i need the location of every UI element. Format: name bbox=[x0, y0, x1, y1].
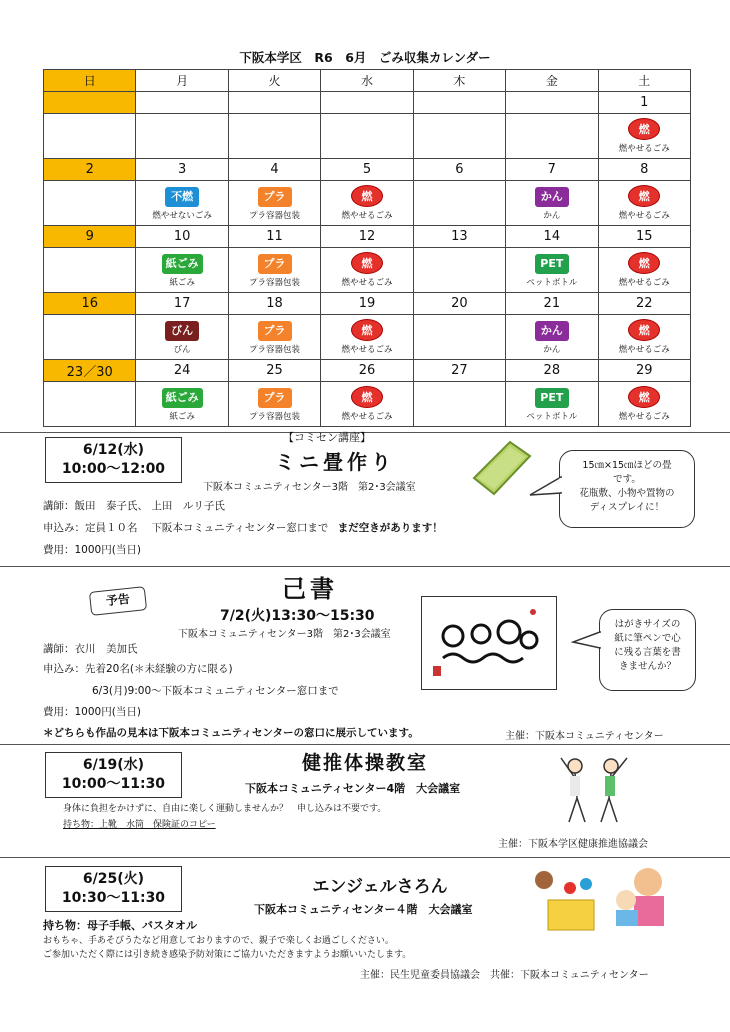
garbage-type-icon: 燃 bbox=[351, 252, 383, 274]
event4-desc1: おもちゃ、手あそびうたなど用意しておりますので、親子で楽しくお過ごしください。 bbox=[43, 936, 394, 946]
event3-date: 6/19(水) bbox=[82, 757, 145, 773]
event1-venue: 下阪本コミュニティセンター3階 第2･3会議室 bbox=[203, 482, 416, 493]
day-number: 9 bbox=[44, 226, 136, 248]
day-cell bbox=[506, 315, 598, 360]
day-cell bbox=[44, 248, 136, 293]
day-number: 5 bbox=[321, 159, 413, 181]
day-cell bbox=[413, 315, 505, 360]
garbage-type-label: 燃やせるごみ bbox=[341, 211, 393, 221]
garbage-type-icon: 不燃 bbox=[165, 187, 199, 207]
garbage-type-label: プラ容器包装 bbox=[249, 278, 301, 288]
garbage-type-icon: プラ bbox=[258, 254, 292, 274]
event3-desc: 身体に負担をかけずに、自由に楽しく運動しませんか？ 申し込みは不要です。 bbox=[63, 804, 387, 814]
day-number: 8 bbox=[598, 159, 690, 181]
day-cell bbox=[321, 181, 413, 226]
event1-apply-note: まだ空きがあります！ bbox=[337, 522, 443, 534]
bubble-line: です。 bbox=[613, 474, 641, 485]
day-number bbox=[136, 92, 228, 114]
bubble-line: はがきサイズの bbox=[614, 619, 681, 630]
garbage-type-label: 紙ごみ bbox=[169, 278, 195, 288]
tatami-illustration bbox=[468, 438, 534, 498]
event4-desc2: ご参加いただく際には引き続き感染予防対策にご協力いただきますようお願いいたします。 bbox=[43, 950, 412, 960]
garbage-type-icon: 燃 bbox=[351, 386, 383, 408]
day-number: 7 bbox=[506, 159, 598, 181]
week-date-row bbox=[44, 226, 691, 248]
week-date-row bbox=[44, 293, 691, 315]
day-cell bbox=[413, 248, 505, 293]
bubble-line: 15㎝×15㎝ほどの畳 bbox=[582, 460, 672, 471]
day-cell bbox=[136, 248, 228, 293]
event4-host: 主催：民生児童委員協議会 共催：下阪本コミュニティセンター bbox=[360, 970, 649, 981]
weekday-header: 月 bbox=[136, 70, 228, 92]
event2-apply2: 6/3(月)9:00～下阪本コミュニティセンター窓口まで bbox=[92, 685, 339, 697]
event2-note: ＊どちらも作品の見本は下阪本コミュニティセンターの窓口に展示しています。 bbox=[43, 727, 419, 739]
day-number: 28 bbox=[506, 360, 598, 382]
baby-toys-illustration bbox=[530, 858, 680, 936]
garbage-type-label: びん bbox=[173, 345, 191, 355]
garbage-type-icon: 燃 bbox=[628, 118, 660, 140]
day-number: 20 bbox=[413, 293, 505, 315]
event3-venue: 下阪本コミュニティセンター4階 大会議室 bbox=[245, 782, 461, 795]
event4-datebox bbox=[45, 866, 182, 912]
day-cell bbox=[44, 382, 136, 427]
garbage-type-label: 燃やせるごみ bbox=[618, 144, 670, 154]
day-cell bbox=[506, 382, 598, 427]
weekday-header: 水 bbox=[321, 70, 413, 92]
day-cell bbox=[44, 315, 136, 360]
day-cell bbox=[228, 248, 320, 293]
day-cell bbox=[413, 382, 505, 427]
garbage-type-icon: 紙ごみ bbox=[162, 254, 203, 274]
day-number: 3 bbox=[136, 159, 228, 181]
day-cell bbox=[321, 248, 413, 293]
garbage-type-label: 燃やせないごみ bbox=[152, 211, 212, 221]
event1-title: ミニ畳作り bbox=[275, 450, 395, 474]
garbage-type-icon: プラ bbox=[258, 388, 292, 408]
week-date-row bbox=[44, 92, 691, 114]
weekday-header: 金 bbox=[506, 70, 598, 92]
day-cell bbox=[136, 382, 228, 427]
event2-datetime: 7/2(火)13:30～15:30 bbox=[220, 608, 375, 624]
divider bbox=[0, 744, 730, 745]
week-items-row bbox=[44, 248, 691, 293]
event2-bubble bbox=[599, 609, 696, 691]
day-cell bbox=[321, 315, 413, 360]
event1-fee: 費用：1000円(当日) bbox=[43, 544, 141, 556]
day-number: 24 bbox=[136, 360, 228, 382]
day-number bbox=[506, 92, 598, 114]
garbage-type-label: プラ容器包装 bbox=[249, 345, 301, 355]
divider bbox=[0, 566, 730, 567]
day-cell bbox=[228, 114, 320, 159]
garbage-type-icon: プラ bbox=[258, 187, 292, 207]
event1-bubble bbox=[559, 450, 695, 528]
day-number: 2 bbox=[44, 159, 136, 181]
day-number: 14 bbox=[506, 226, 598, 248]
day-number bbox=[44, 92, 136, 114]
day-cell bbox=[321, 382, 413, 427]
day-cell bbox=[598, 315, 690, 360]
garbage-type-icon: 燃 bbox=[628, 185, 660, 207]
event1-time: 10:00～12:00 bbox=[61, 461, 166, 477]
day-number bbox=[413, 92, 505, 114]
garbage-type-label: かん bbox=[543, 211, 561, 221]
weekday-header: 土 bbox=[598, 70, 690, 92]
event3-host: 主催：下阪本学区健康推進協議会 bbox=[498, 839, 648, 850]
bubble-line: に残る言葉を書 bbox=[614, 647, 681, 658]
event3-bring: 持ち物：上靴 水筒 保険証のコピー bbox=[63, 820, 216, 830]
day-number: 1 bbox=[598, 92, 690, 114]
day-number bbox=[321, 92, 413, 114]
garbage-calendar bbox=[43, 69, 691, 427]
day-number: 19 bbox=[321, 293, 413, 315]
garbage-type-icon: びん bbox=[165, 321, 199, 341]
bubble-tail bbox=[571, 630, 601, 652]
day-number: 21 bbox=[506, 293, 598, 315]
garbage-type-label: 燃やせるごみ bbox=[618, 345, 670, 355]
garbage-type-label: プラ容器包装 bbox=[249, 211, 301, 221]
exercise-illustration bbox=[553, 752, 637, 826]
garbage-type-icon: プラ bbox=[258, 321, 292, 341]
event2-apply: 申込み：先着20名(＊未経験の方に限る) bbox=[43, 663, 233, 675]
day-number bbox=[228, 92, 320, 114]
kokorogaki-sample-image bbox=[421, 596, 557, 690]
day-number: 6 bbox=[413, 159, 505, 181]
garbage-type-icon: 燃 bbox=[628, 252, 660, 274]
bubble-line: 紙に筆ペンで心 bbox=[614, 633, 681, 644]
garbage-type-label: 燃やせるごみ bbox=[341, 278, 393, 288]
event4-time: 10:30～11:30 bbox=[61, 890, 166, 906]
week-items-row bbox=[44, 114, 691, 159]
day-cell bbox=[598, 382, 690, 427]
bubble-tail bbox=[528, 475, 562, 499]
day-number: 29 bbox=[598, 360, 690, 382]
garbage-type-icon: 紙ごみ bbox=[162, 388, 203, 408]
week-date-row bbox=[44, 159, 691, 181]
day-number: 27 bbox=[413, 360, 505, 382]
day-number: 11 bbox=[228, 226, 320, 248]
event1-date: 6/12(水) bbox=[82, 442, 145, 458]
garbage-type-label: 燃やせるごみ bbox=[618, 412, 670, 422]
day-number: 16 bbox=[44, 293, 136, 315]
day-cell bbox=[506, 181, 598, 226]
day-number: 12 bbox=[321, 226, 413, 248]
event2-host: 主催：下阪本コミュニティセンター bbox=[505, 731, 664, 742]
garbage-type-label: かん bbox=[543, 345, 561, 355]
week-items-row bbox=[44, 181, 691, 226]
day-number: 17 bbox=[136, 293, 228, 315]
event4-bring: 持ち物：母子手帳、バスタオル bbox=[43, 919, 197, 932]
garbage-type-label: 燃やせるごみ bbox=[618, 211, 670, 221]
day-number: 25 bbox=[228, 360, 320, 382]
event4-date: 6/25(火) bbox=[82, 871, 145, 887]
day-cell bbox=[44, 114, 136, 159]
weekday-header-row bbox=[44, 70, 691, 92]
event1-apply-text: 申込み：定員１０名 下阪本コミュニティセンター窓口まで bbox=[43, 522, 329, 534]
event2-lecturer: 講師：衣川 美加氏 bbox=[43, 643, 138, 655]
event1-apply bbox=[43, 520, 443, 535]
garbage-type-icon: かん bbox=[535, 321, 569, 341]
event3-datebox bbox=[45, 752, 182, 798]
day-cell bbox=[228, 315, 320, 360]
day-number: 22 bbox=[598, 293, 690, 315]
event1-datebox bbox=[45, 437, 182, 483]
garbage-type-icon: 燃 bbox=[351, 185, 383, 207]
garbage-type-icon: PET bbox=[535, 254, 569, 274]
page-title: 下阪本学区 R6 6月 ごみ収集カレンダー bbox=[239, 50, 491, 65]
week-items-row bbox=[44, 382, 691, 427]
bubble-line: 花瓶敷、小物や置物の bbox=[579, 488, 675, 499]
day-cell bbox=[321, 114, 413, 159]
day-cell bbox=[506, 248, 598, 293]
day-cell bbox=[44, 181, 136, 226]
garbage-type-label: 燃やせるごみ bbox=[341, 412, 393, 422]
day-number: 4 bbox=[228, 159, 320, 181]
day-cell bbox=[598, 181, 690, 226]
garbage-type-icon: 燃 bbox=[351, 319, 383, 341]
day-cell bbox=[136, 181, 228, 226]
event4-title: エンジェルさろん bbox=[312, 877, 448, 897]
garbage-type-label: 燃やせるごみ bbox=[341, 345, 393, 355]
day-cell bbox=[136, 315, 228, 360]
garbage-type-label: 燃やせるごみ bbox=[618, 278, 670, 288]
event1-lecturer: 講師：飯田 泰子氏、 上田 ルリ子氏 bbox=[43, 500, 225, 512]
day-cell bbox=[228, 181, 320, 226]
event3-title: 健推体操教室 bbox=[301, 752, 428, 774]
day-number: 10 bbox=[136, 226, 228, 248]
day-cell bbox=[506, 114, 598, 159]
day-cell bbox=[598, 114, 690, 159]
garbage-type-icon: 燃 bbox=[628, 319, 660, 341]
day-number: 15 bbox=[598, 226, 690, 248]
garbage-type-icon: かん bbox=[535, 187, 569, 207]
event2-title: 己書 bbox=[282, 575, 338, 603]
event3-time: 10:00～11:30 bbox=[61, 776, 166, 792]
week-items-row bbox=[44, 315, 691, 360]
weekday-header: 火 bbox=[228, 70, 320, 92]
garbage-type-icon: PET bbox=[535, 388, 569, 408]
day-cell bbox=[413, 114, 505, 159]
day-cell bbox=[413, 181, 505, 226]
garbage-type-label: プラ容器包装 bbox=[249, 412, 301, 422]
garbage-type-label: ペットボトル bbox=[526, 412, 578, 422]
event4-venue: 下阪本コミュニティセンター４階 大会議室 bbox=[254, 903, 473, 916]
event2-venue: 下阪本コミュニティセンター3階 第2･3会議室 bbox=[178, 629, 391, 640]
day-cell bbox=[598, 248, 690, 293]
garbage-type-icon: 燃 bbox=[628, 386, 660, 408]
day-number: 13 bbox=[413, 226, 505, 248]
bubble-line: ディスプレイに！ bbox=[589, 502, 665, 513]
garbage-type-label: 紙ごみ bbox=[169, 412, 195, 422]
event2-tag: 予告 bbox=[89, 586, 147, 616]
event1-category: 【コミセン講座】 bbox=[283, 431, 371, 444]
weekday-header: 日 bbox=[44, 70, 136, 92]
day-cell bbox=[228, 382, 320, 427]
day-number: 23／30 bbox=[44, 360, 136, 382]
bubble-line: きませんか？ bbox=[618, 661, 676, 672]
event2-fee: 費用：1000円(当日) bbox=[43, 706, 141, 718]
garbage-type-label: ペットボトル bbox=[526, 278, 578, 288]
day-number: 26 bbox=[321, 360, 413, 382]
day-cell bbox=[136, 114, 228, 159]
week-date-row bbox=[44, 360, 691, 382]
day-number: 18 bbox=[228, 293, 320, 315]
weekday-header: 木 bbox=[413, 70, 505, 92]
